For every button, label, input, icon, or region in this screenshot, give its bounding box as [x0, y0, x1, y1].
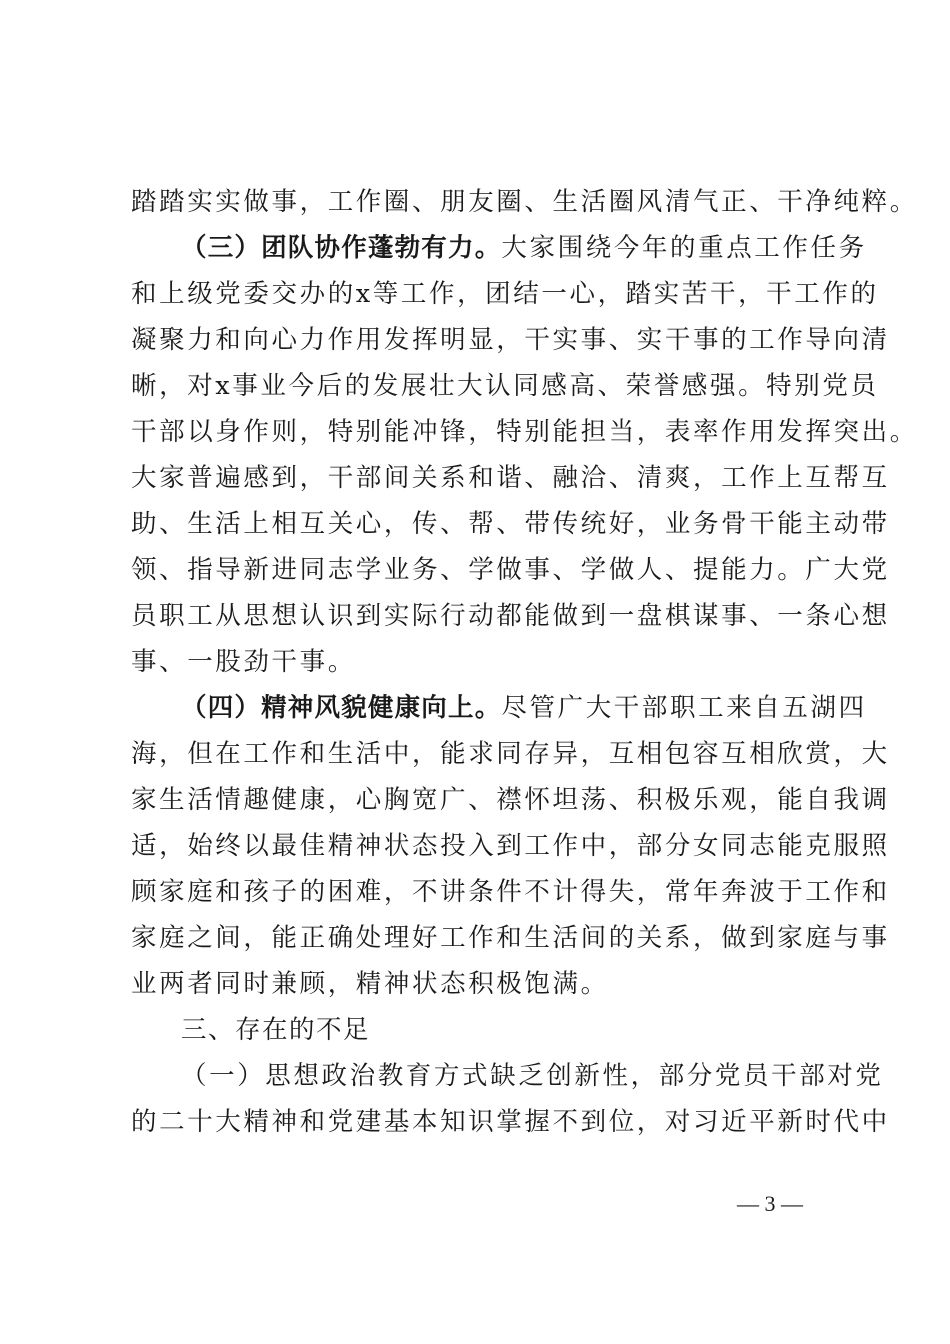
paragraph-line: 家生活情趣健康，心胸宽广、襟怀坦荡、积极乐观，能自我调: [131, 785, 890, 815]
paragraph-line: 员职工从思想认识到实际行动都能做到一盘棋谋事、一条心想: [131, 601, 890, 631]
paragraph-heading: （四）精神风貌健康向上。: [181, 693, 502, 723]
paragraph-first-line: [181, 693, 867, 723]
paragraph-line: 领、指导新进同志学业务、学做事、学做人、提能力。广大党: [131, 555, 890, 585]
paragraph-text: 大家围绕今年的重点工作任务: [501, 233, 867, 263]
paragraph-line: 业两者同时兼顾，精神状态积极饱满。: [131, 969, 609, 999]
paragraph-line: 事、一股劲干事。: [131, 647, 356, 677]
paragraph-text: 尽管广大干部职工来自五湖四: [501, 693, 867, 723]
paragraph-line: 家庭之间，能正确处理好工作和生活间的关系，做到家庭与事: [131, 923, 890, 953]
page-number: — 3 —: [737, 1191, 803, 1216]
paragraph-line: 干部以身作则，特别能冲锋，特别能担当，表率作用发挥突出。: [131, 417, 918, 447]
paragraph-heading: （三）团队协作蓬勃有力。: [181, 233, 502, 263]
paragraph-line: 凝聚力和向心力作用发挥明显，干实事、实干事的工作导向清: [131, 325, 890, 355]
paragraph-line: 助、生活上相互关心，传、帮、带传统好，业务骨干能主动带: [131, 509, 890, 539]
paragraph-line: 顾家庭和孩子的困难，不讲条件不计得失，常年奔波于工作和: [131, 877, 890, 907]
paragraph-line: 的二十大精神和党建基本知识掌握不到位，对习近平新时代中: [131, 1107, 890, 1137]
paragraph-line: 踏踏实实做事，工作圈、朋友圈、生活圈风清气正、干净纯粹。: [131, 187, 918, 217]
paragraph-line: 海，但在工作和生活中，能求同存异，互相包容互相欣赏，大: [131, 739, 890, 769]
paragraph-line: 晰，对x事业今后的发展壮大认同感高、荣誉感强。特别党员: [131, 371, 879, 401]
paragraph-first-line: （一）思想政治教育方式缺乏创新性，部分党员干部对党: [181, 1061, 884, 1091]
paragraph-line: 和上级党委交办的x等工作，团结一心，踏实苦干，干工作的: [131, 279, 879, 309]
paragraph-line: 适，始终以最佳精神状态投入到工作中，部分女同志能克服照: [131, 831, 890, 861]
section-heading: 三、存在的不足: [181, 1015, 371, 1045]
paragraph-line: 大家普遍感到，干部间关系和谐、融洽、清爽，工作上互帮互: [131, 463, 890, 493]
paragraph-first-line: [181, 233, 867, 263]
